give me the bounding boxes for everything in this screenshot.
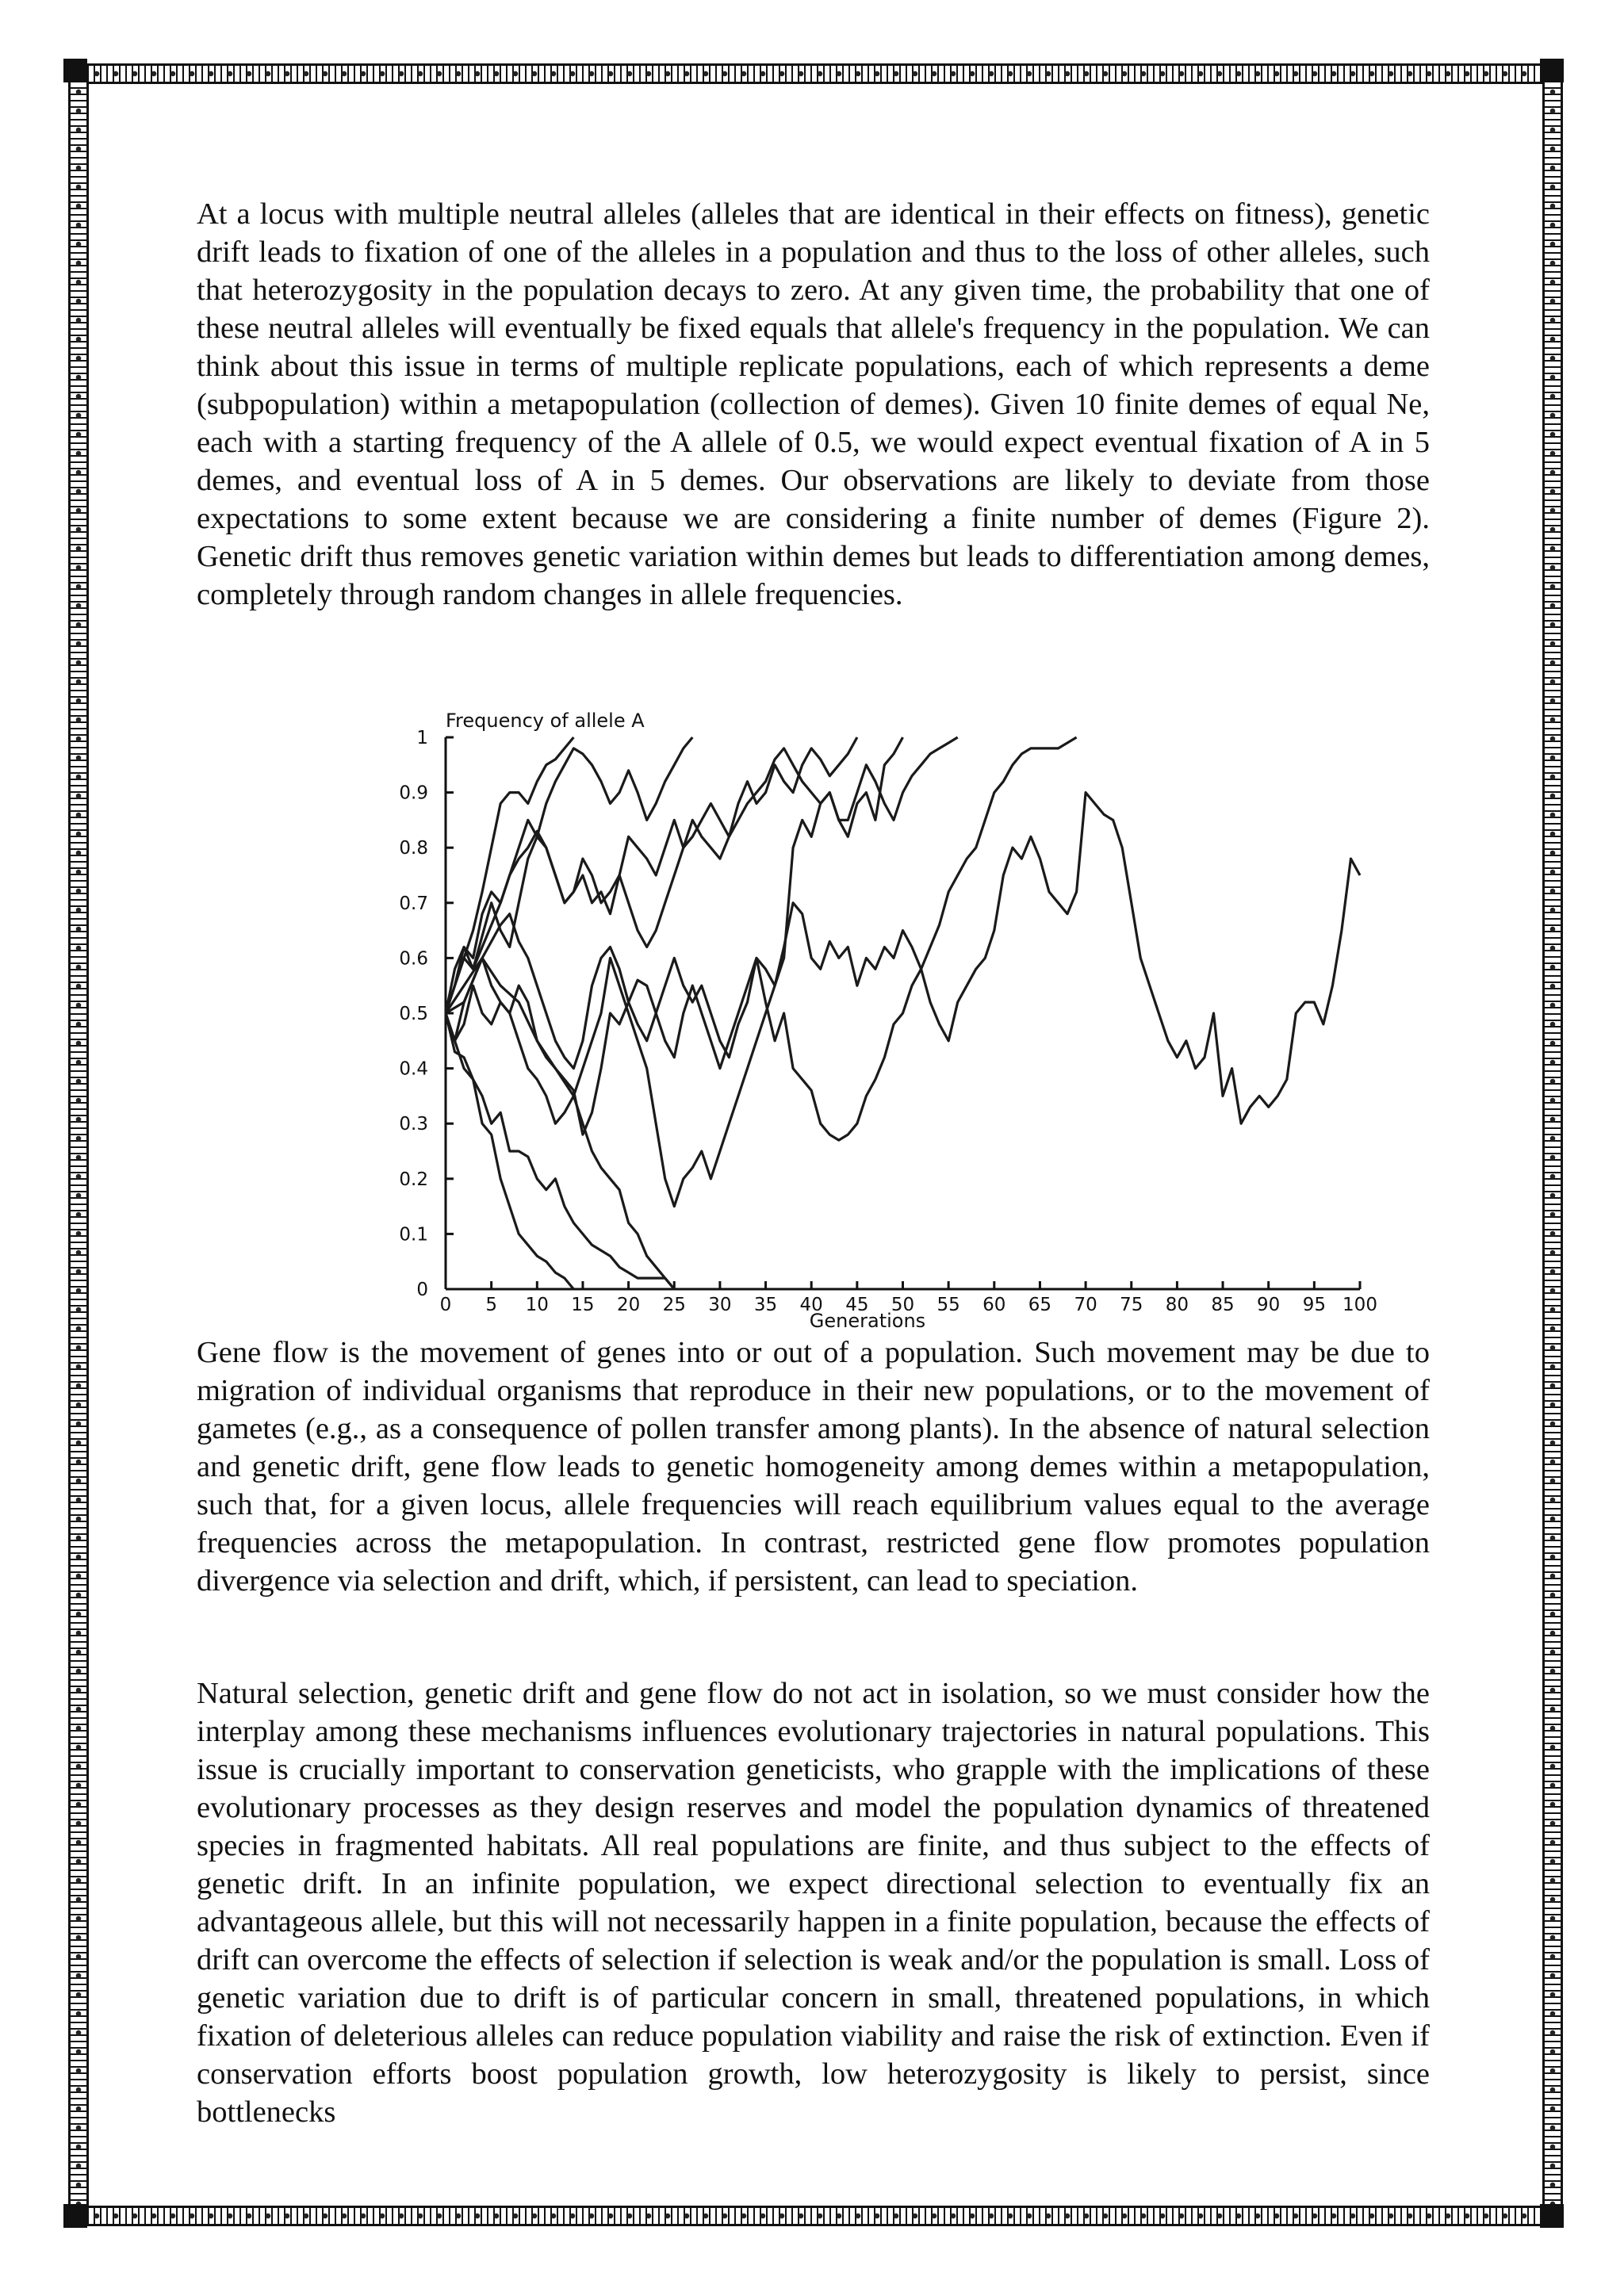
figure-allele-frequency-chart xyxy=(389,706,1377,1340)
border-corner-top-left xyxy=(63,59,87,82)
x-tick-label: 70 xyxy=(1074,1295,1097,1315)
x-tick-label: 50 xyxy=(891,1295,915,1315)
paragraph-interplay: Natural selection, genetic drift and gene flow do not act in isolation, so we must consider how the interplay among these mechanisms influences evolutionary trajectories in natural populations. This issue is crucially important to conservation geneticists, who grapple with the implications of these evolutionary processes as they design reserves and model the population dynamics of threatened species in fragmented habitats. All real populations are finite, and thus subject to the effects of genetic drift. In an infinite population, we expect directional selection to eventually fix an advantageous allele, but this will not necessarily happen in a finite population, because the effects of drift can overcome the effects of selection if selection is weak and/or the population is small. Loss of genetic variation due to drift is of particular concern in small, threatened populations, in which fixation of deleterious alleles can reduce population viability and raise the risk of extinction. Even if conservation efforts boost population growth, low heterozygosity is likely to persist, since bottlenecks xyxy=(197,1677,1430,2129)
y-tick-label: 0.5 xyxy=(399,1004,428,1024)
x-tick-label: 35 xyxy=(753,1295,778,1315)
x-tick-label: 30 xyxy=(708,1295,732,1315)
y-tick-label: 0.7 xyxy=(399,893,428,914)
y-tick-label: 0.3 xyxy=(399,1114,428,1135)
x-tick-label: 100 xyxy=(1342,1295,1377,1315)
decorative-border-right xyxy=(1542,63,1563,2224)
series-line-deme-7 xyxy=(446,737,857,1013)
chart-series xyxy=(446,737,1360,1289)
y-tick-label: 0.6 xyxy=(399,948,428,970)
y-tick-label: 0.1 xyxy=(399,1224,428,1246)
x-tick-label: 85 xyxy=(1211,1295,1235,1315)
border-corner-top-right xyxy=(1540,59,1564,82)
decorative-border-bottom xyxy=(68,2206,1561,2226)
x-tick-label: 65 xyxy=(1028,1295,1052,1315)
y-tick-label: 0 xyxy=(416,1280,428,1300)
x-tick-label: 25 xyxy=(662,1295,686,1315)
border-corner-bottom-right xyxy=(1540,2204,1564,2228)
x-tick-label: 0 xyxy=(439,1295,452,1315)
y-tick-label: 0.9 xyxy=(399,783,428,804)
series-line-deme-2 xyxy=(446,1013,674,1289)
x-tick-label: 10 xyxy=(525,1295,549,1315)
chart-axes xyxy=(399,728,1377,1315)
border-corner-bottom-left xyxy=(63,2204,87,2228)
decorative-border-top xyxy=(68,63,1561,84)
series-line-deme-6 xyxy=(446,793,1360,1124)
y-tick-label: 0.4 xyxy=(399,1058,428,1080)
x-tick-label: 90 xyxy=(1257,1295,1281,1315)
x-tick-label: 45 xyxy=(845,1295,869,1315)
series-line-deme-10 xyxy=(446,737,958,1013)
x-tick-label: 20 xyxy=(616,1295,641,1315)
y-axis-label: Frequency of allele A xyxy=(446,710,645,732)
x-tick-label: 40 xyxy=(799,1295,823,1315)
x-tick-label: 80 xyxy=(1165,1295,1189,1315)
x-axis-label: Generations xyxy=(809,1310,926,1332)
allele-frequency-line-chart xyxy=(389,706,1377,1340)
x-tick-label: 95 xyxy=(1302,1295,1326,1315)
paragraph-genetic-drift: At a locus with multiple neutral alleles (alleles that are identical in their effects on fitness), genetic drift leads to fixation of one of the alleles in a population and thus to the loss of other alleles, such that heterozygosity in the population decays to zero. At any given time, the probability that one of these neutral alleles will eventually be fixed equals that allele's frequency in the population. We can think about this issue in terms of multiple replicate populations, each of which represents a deme (subpopulation) within a metapopulation (collection of demes). Given 10 finite demes of equal Ne, each with a starting frequency of the A allele of 0.5, we would expect eventual fixation of A in 5 demes, and eventual loss of A in 5 demes. Our observations are likely to deviate from those expectations to some extent because we are considering a finite number of demes (Figure 2). Genetic drift thus removes genetic variation within demes but leads to differentiation among demes, completely through random changes in allele frequencies. xyxy=(197,197,1430,611)
x-tick-label: 5 xyxy=(485,1295,497,1315)
x-tick-label: 55 xyxy=(936,1295,960,1315)
y-tick-label: 0.2 xyxy=(399,1169,428,1190)
paragraph-gene-flow: Gene flow is the movement of genes into or out of a population. Such movement may be due to migration of individual organisms that reproduce in their new populations, or to the movement of gametes (e.g., as a consequence of pollen transfer among plants). In the absence of natural selection and genetic drift, gene flow leads to genetic homogeneity among demes within a metapopulation, such that, for a given locus, allele frequencies will reach equilibrium values equal to the average frequencies across the metapopulation. In contrast, restricted gene flow promotes population divergence via selection and drift, which, if persistent, can lead to speciation. xyxy=(197,1336,1430,1598)
y-tick-label: 0.8 xyxy=(399,838,428,859)
y-tick-label: 1 xyxy=(416,728,428,748)
x-tick-label: 75 xyxy=(1120,1295,1143,1315)
x-tick-label: 15 xyxy=(571,1295,595,1315)
decorative-border-left xyxy=(68,63,89,2224)
x-tick-label: 60 xyxy=(982,1295,1006,1315)
